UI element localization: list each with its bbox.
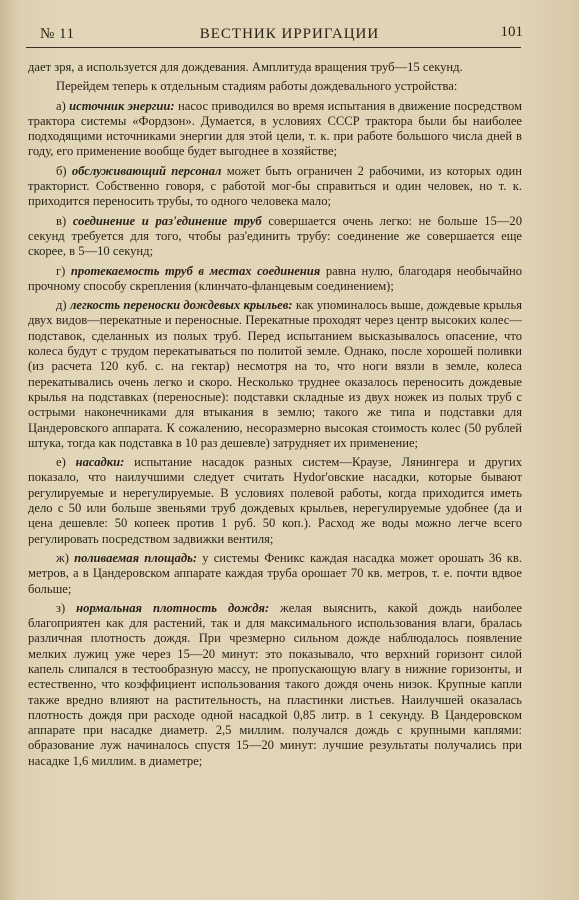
list-item: д) легкость переноски дождевых крыльев: как упоминалось выше, дождевые крылья двух видов—перекатные и переносные. Перекатные проходят через центр высоких колес—подставок, сделанных из полых труб. Перед испытанием высказывалось опасение, что колеса будут с трудом перекатываться по политой земле. Однако, после хорошей поливки (из расчета 120 куб. с. на гектар) несмотря на то, что ноги вязли в земле, колеса перекатывались очень легко и скоро. Несколько труднее оказалось переносить дождевые крылья на подставках (переносные): подставки складные из двух ножек из полых труб с острыми наконечниками для втыкания в землю; такого же типа и подставки для Цандеровского аппарата. К сожалению, несоразмерно высокая стоимость колес (50 рублей штука, тогда как подставка в 10 раз дешевле) затрудняет их применение; — [28, 298, 522, 450]
body-text — [28, 60, 522, 769]
list-item: з) нормальная плотность дождя: желая выяснить, какой дождь наиболее благоприятен как для растений, так и для максимального использования влаги, бралась различная плотность дождя. При чрезмерно сильном дожде наблюдалось появление мелких лужиц уже через 15—20 минут: это показывало, что верхний горизонт силой капель слипался в тестообразную массу, не пропускающую влагу в нижние горизонты, и естественно, что коэффициент использования такого дождя очень низок. Крупные капли также вредно влияют на растительность, на пластинки листьев. Наилучшей оказалась плотность дождя при расходе одной насадкой 0,85 литр. в 1 секунду. В Цандеровском аппарате при насадке диаметр. 2,5 миллим. получался дождь с крупными каплями: образование луж начиналось спустя 15—20 минут: лучшие результаты получались при насадке 1,6 миллим. в диаметре; — [28, 600, 522, 768]
item-term: соединение и раз'единение труб — [72, 213, 262, 228]
item-term: поливаемая площадь: — [74, 550, 198, 565]
paragraph: дает зря, а используется для дождевания. Амплитуда вращения труб—15 секунд. — [28, 60, 463, 74]
list-item: б) обслуживающий персонал может быть ограничен 2 рабочими, из которых один тракторист. Собственно говоря, с работой мог-бы справиться и один человек, но т. к. приходится переносить трубы, то одного человека мало; — [28, 163, 523, 209]
page-number: 101 — [500, 24, 523, 40]
paragraph: Перейдем теперь к отдельным стадиям работы дождевального устройства: — [56, 79, 458, 94]
item-term: легкость переноски дождевых крыльев: — [69, 298, 293, 313]
running-header — [0, 26, 579, 48]
list-item: е) насадки: испытание насадок разных систем—Краузе, Лянингера и других показало, что наилучшими следует считать Hydor'овские насадки, которые бывают регулируемые и нерегулируемые. В условиях полевой работы, когда приходится иметь дело с 50 или больше звеньями труб дождевых крыльев, нерегулируемые удобнее (да и цена дешевле: 50 копеек против 1 руб. 50 коп.). Расход же воды можно легче всего регулировать посредством задвижки вентиля; — [28, 455, 522, 546]
item-term: обслуживающий персонал — [71, 163, 222, 178]
list-item: а) источник энергии: насос приводился во время испытания в движение посредством трактора системы «Фордзон». Думается, в условиях СССР трактора были бы наиболее подходящими источниками энергии для этой цели, т. к. при работе большого числа дней в году, его применение вообще будет выгоднее в хозяйстве; — [28, 98, 523, 159]
item-term: протекаемость труб в местах соединения — [70, 263, 321, 278]
list-item: ж) поливаемая площадь: у системы Феникс каждая насадка может орошать 36 кв. метров, а в Цандеровском аппарате каждая труба орошает 70 кв. метров, т. е. почти вдвое больше; — [28, 550, 522, 596]
journal-title: ВЕСТНИК ИРРИГАЦИИ — [199, 26, 380, 42]
list-item: в) соединение и раз'единение труб совершается очень легко: не больше 15—20 секунд требуется для того, чтобы раз'единить трубу: соединение же совершается еще скорее, в 5—10 секунд; — [28, 213, 523, 259]
header-rule — [26, 47, 521, 48]
issue-number: № 11 — [40, 26, 75, 42]
item-term: нормальная плотность дождя: — [76, 600, 270, 615]
list-item: г) протекаемость труб в местах соединения равна нулю, благодаря необычайно прочному способу скрепления (клинчато-фланцевым соединением); — [28, 263, 523, 293]
item-term: насадки: — [75, 455, 125, 470]
item-term: источник энергии: — [69, 98, 175, 113]
